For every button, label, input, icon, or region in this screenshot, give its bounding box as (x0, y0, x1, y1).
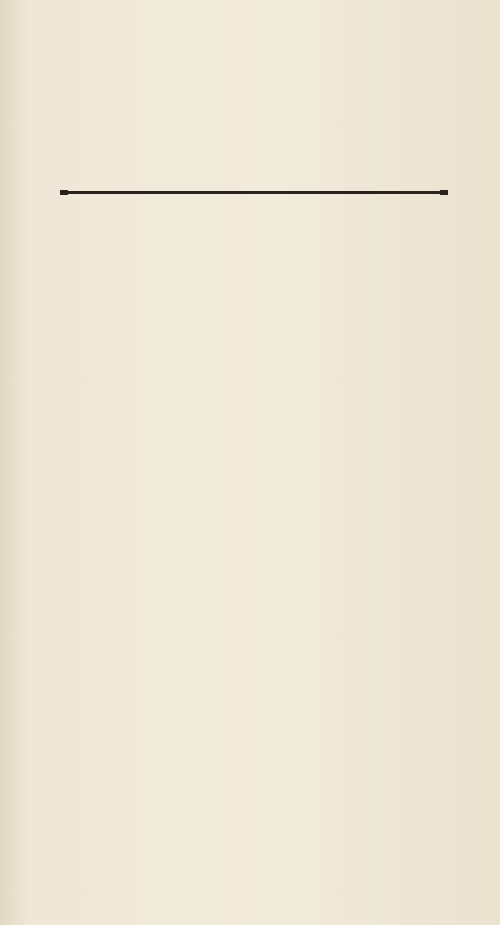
section-r-entries (20, 298, 480, 340)
ornament-rule-end-right (440, 190, 448, 195)
page-header (0, 38, 500, 72)
section-divider-rule (64, 191, 444, 194)
